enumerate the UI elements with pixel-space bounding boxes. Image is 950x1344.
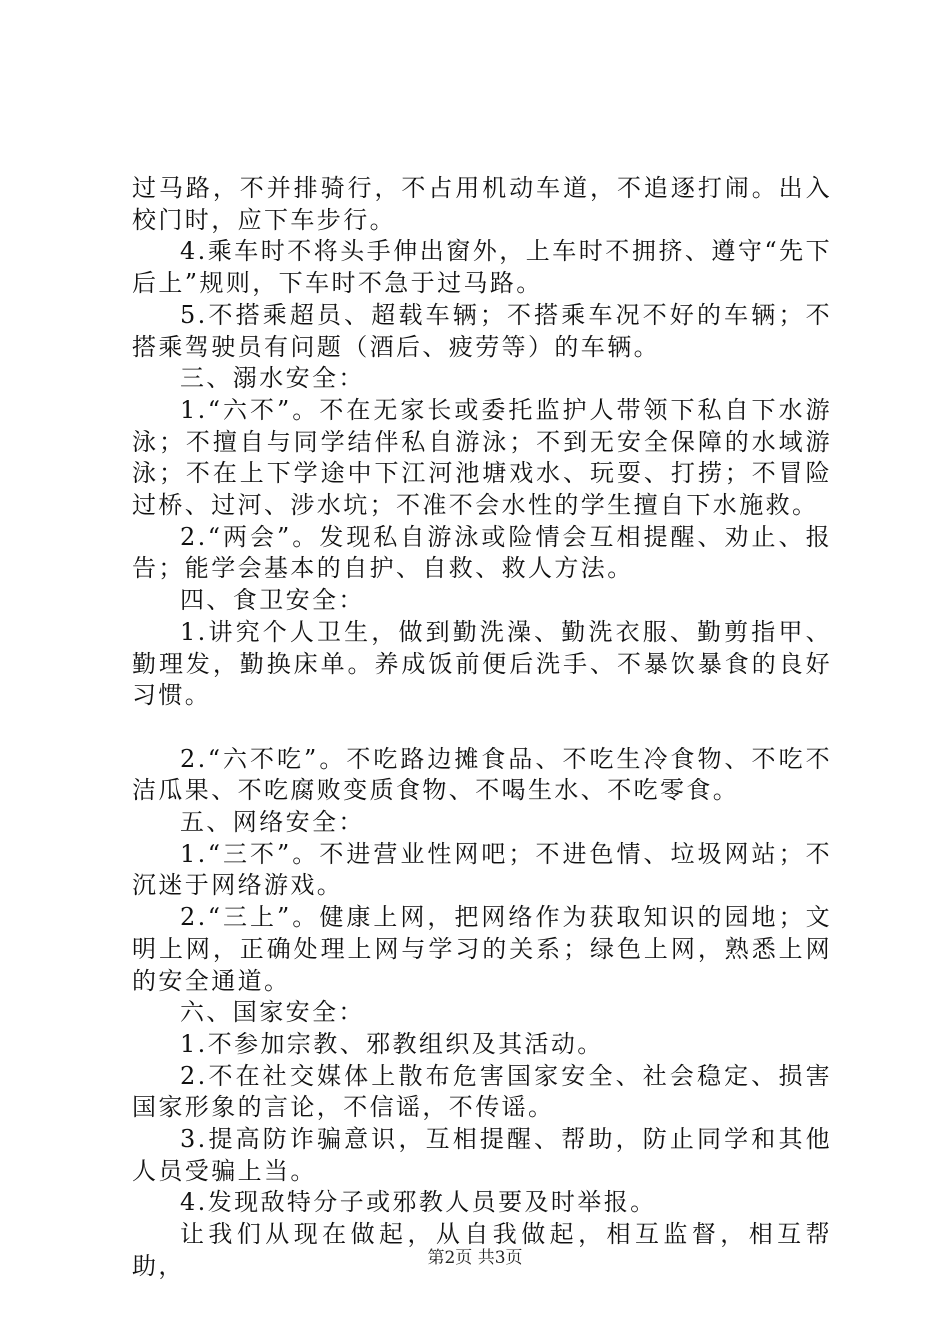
document-body [132,173,832,1283]
paragraph: 2.“两会”。发现私自游泳或险情会互相提醒、劝止、报告；能学会基本的自护、自救、救人方法。 [132,522,832,583]
paragraph: 4.乘车时不将头手伸出窗外，上车时不拥挤、遵守“先下后上”规则，下车时不急于过马路。 [132,237,832,298]
paragraph: 1.不参加宗教、邪教组织及其活动。 [180,1029,604,1058]
section-heading: 四、食卫安全： [180,586,365,615]
paragraph: 让我们从现在做起，从自我做起，相互监督，相互帮助， [132,1220,832,1280]
section-heading: 五、网络安全： [180,808,365,837]
page-footer: 第2页 共3页 [427,1248,523,1268]
paragraph: 2.不在社交媒体上散布危害国家安全、社会稳定、损害国家形象的言论，不信谣，不传谣。 [132,1061,832,1122]
paragraph: 2.“六不吃”。不吃路边摊食品、不吃生冷食物、不吃不洁瓜果、不吃腐败变质食物、不喝生水、不吃零食。 [132,744,832,805]
section-heading: 六、国家安全： [180,998,365,1027]
paragraph: 4.发现敌特分子或邪教人员要及时举报。 [180,1188,657,1217]
paragraph: 2.“三上”。健康上网，把网络作为获取知识的园地；文明上网，正确处理上网与学习的关系；绿色上网，熟悉上网的安全通道。 [132,903,832,995]
blank-line [132,712,832,744]
paragraph: 3.提高防诈骗意识，互相提醒、帮助，防止同学和其他人员受骗上当。 [132,1125,832,1185]
paragraph: 过马路，不并排骑行，不占用机动车道，不追逐打闹。出入校门时，应下车步行。 [132,174,832,234]
paragraph: 1.讲究个人卫生，做到勤洗澡、勤洗衣服、勤剪指甲、勤理发，勤换床单。养成饭前便后洗手、不暴饮暴食的良好习惯。 [132,617,832,710]
paragraph: 1.“六不”。不在无家长或委托监护人带领下私自下水游泳；不擅自与同学结伴私自游泳；不到无安全保障的水域游泳；不在上下学途中下江河池塘戏水、玩耍、打捞；不冒险过桥、过河、涉水坑；不准不会水性的学生擅自下水施救。 [132,395,832,520]
paragraph: 5.不搭乘超员、超载车辆；不搭乘车况不好的车辆；不搭乘驾驶员有问题（酒后、疲劳等）的车辆。 [132,300,832,361]
section-heading: 三、溺水安全： [180,364,365,393]
paragraph: 1.“三不”。不进营业性网吧；不进色情、垃圾网站；不沉迷于网络游戏。 [132,839,832,900]
